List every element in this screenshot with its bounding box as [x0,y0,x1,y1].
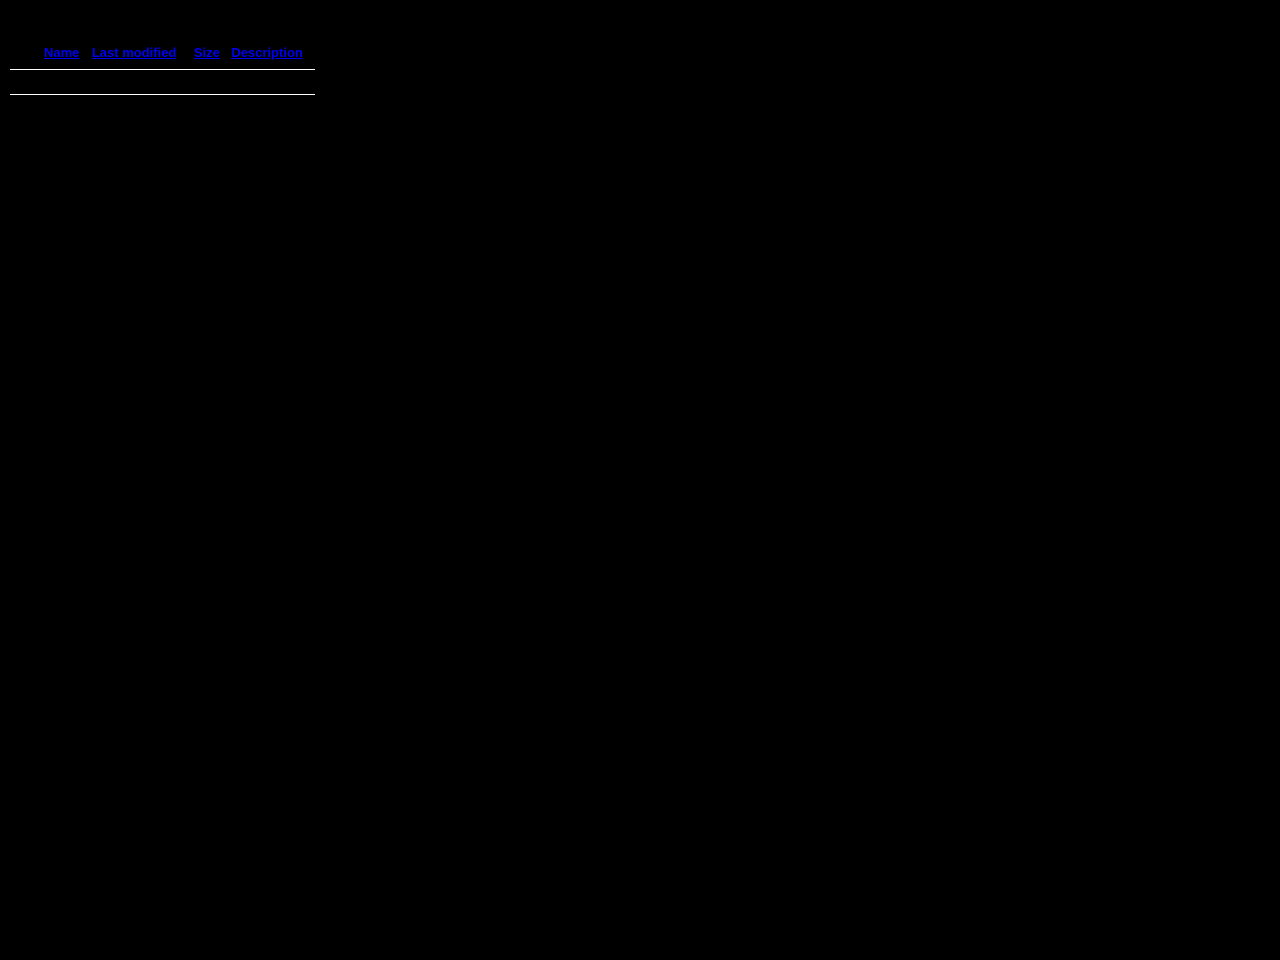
column-header-name [40,45,88,62]
sort-by-name-link[interactable]: Name [44,45,80,60]
listing-header [10,45,315,70]
column-header-icon [10,45,40,62]
sort-by-size-link[interactable]: Size [193,45,220,60]
directory-listing-table [10,45,315,95]
listing-rows [10,70,315,94]
footer-divider-row [10,94,315,95]
footer-divider-cell [10,94,315,95]
listing-spacer-row [10,70,315,94]
column-header-size [190,45,227,62]
header-divider-row [10,62,315,70]
listing-header-row [10,45,315,62]
listing-footer [10,94,315,95]
sort-by-last-modified-link[interactable]: Last modified [91,45,177,60]
column-header-description [227,45,315,62]
column-header-last-modified [88,45,190,62]
footer-divider-rule [10,94,315,95]
header-divider-cell [10,62,315,70]
sort-by-description-link[interactable]: Description [231,45,303,60]
listing-empty-cell [10,70,315,94]
